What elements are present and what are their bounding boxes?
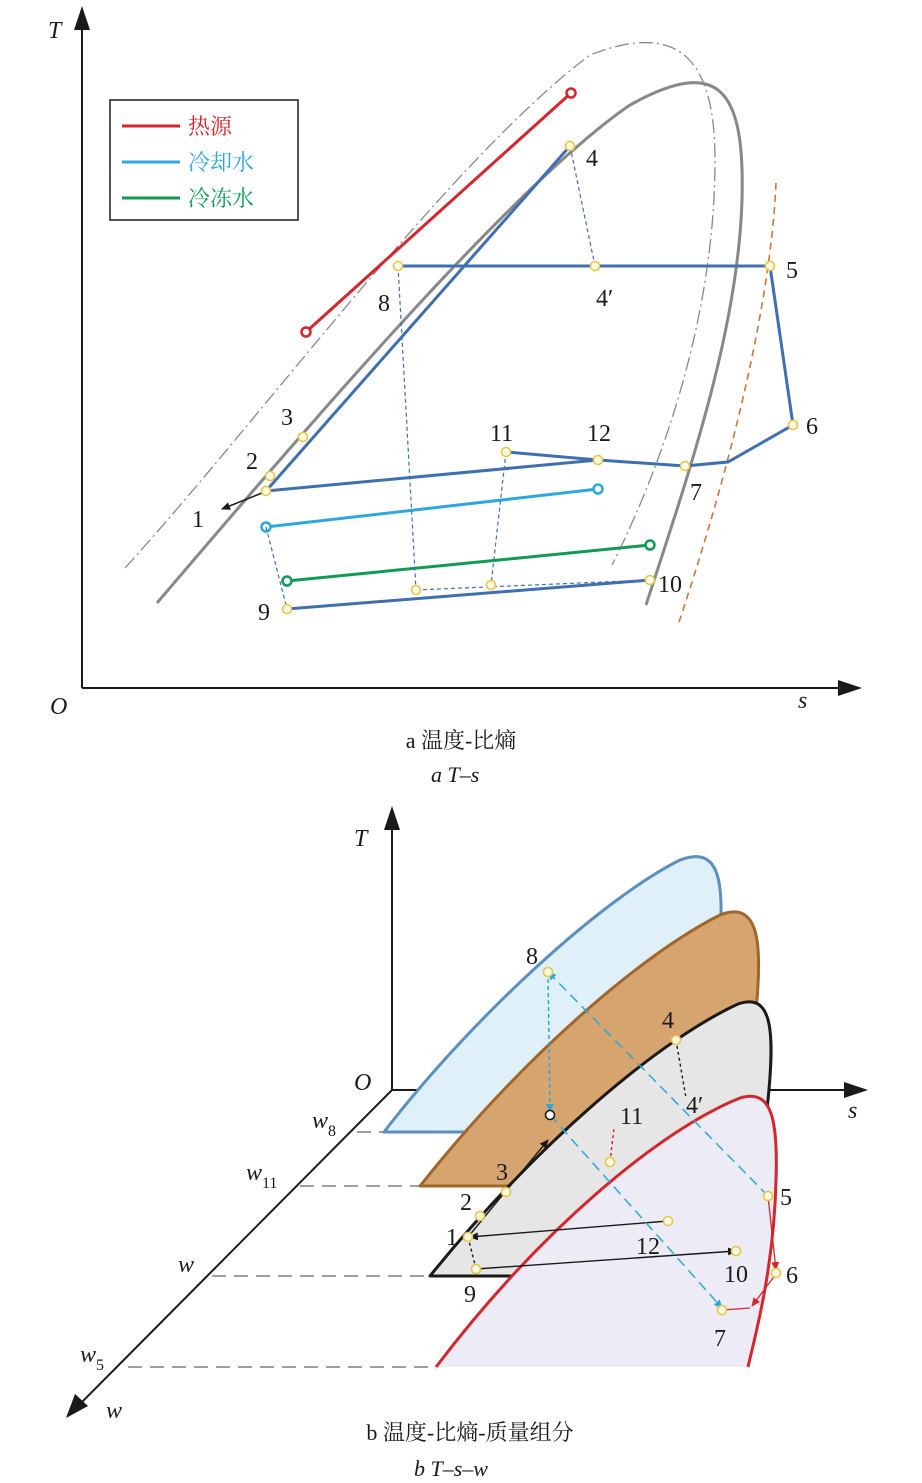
caption-a-chinese: a 温度-比熵: [405, 728, 517, 753]
legend-cooling-label: 冷却水: [188, 150, 255, 175]
label-5: 5: [786, 258, 798, 284]
point-9: [283, 605, 292, 614]
axis-T-arrow-icon-b: [384, 806, 400, 830]
axis-w-line: [80, 1090, 392, 1404]
label-b-11: 11: [620, 1104, 644, 1130]
label-4prime: 4′: [596, 286, 614, 312]
point-b-4: [672, 1036, 681, 1045]
label-b-2: 2: [460, 1190, 472, 1216]
caption-b-chinese: b 温度-比熵-质量组分: [366, 1420, 574, 1445]
dash-11-down: [491, 452, 506, 585]
point-b-10: [732, 1247, 741, 1256]
diagram-b: [66, 806, 868, 1481]
cooling-water-line: [266, 489, 598, 527]
label-2: 2: [246, 449, 258, 475]
chilled-water-start-dot: [283, 577, 292, 586]
chilled-water-end-dot: [646, 541, 655, 550]
point-b-3: [502, 1188, 511, 1197]
point-6: [789, 421, 798, 430]
w11-label: $w_{11}$: [246, 1160, 278, 1192]
label-b-10: 10: [724, 1262, 748, 1288]
point-12: [594, 456, 603, 465]
w-label: w: [178, 1252, 195, 1278]
label-12: 12: [587, 421, 611, 447]
heat-source-end-dot: [567, 89, 576, 98]
label-1: 1: [192, 507, 204, 533]
label-b-1: 1: [446, 1225, 458, 1251]
point-b-12: [664, 1217, 673, 1226]
point-b-8: [544, 968, 553, 977]
label-b-4prime: 4′: [686, 1093, 704, 1119]
cycle-dashed-connectors: [266, 146, 650, 609]
legend-chilled-label: 冷冻水: [188, 186, 255, 211]
point-4: [566, 142, 575, 151]
label-b-7: 7: [714, 1326, 726, 1352]
label-b-3: 3: [496, 1160, 508, 1186]
cycle-line-9-10: [287, 580, 650, 609]
axis-s-label: s: [798, 688, 808, 714]
w5-label: $w_5$: [80, 1342, 105, 1374]
point-aux-a: [412, 586, 421, 595]
label-b-9: 9: [464, 1282, 476, 1308]
legend-heat-label: 热源: [188, 114, 233, 139]
label-b-12: 12: [636, 1234, 660, 1260]
point-7: [681, 462, 690, 471]
point-b-5: [764, 1192, 773, 1201]
legend: [110, 100, 298, 220]
label-b-5: 5: [780, 1185, 792, 1211]
caption-a-latin: a T–s: [431, 762, 480, 787]
label-b-6: 6: [786, 1263, 798, 1289]
origin-label: O: [50, 694, 68, 720]
caption-b-latin: b T–s–w: [414, 1456, 488, 1481]
label-8: 8: [378, 291, 390, 317]
point-4prime: [591, 262, 600, 271]
label-b-4: 4: [662, 1008, 674, 1034]
axis-T-label: T: [48, 18, 62, 44]
point-10: [646, 576, 655, 585]
point-b-1: [464, 1233, 473, 1242]
label-7: 7: [690, 480, 702, 506]
arrow-point-1: [222, 493, 262, 509]
point-5: [766, 262, 775, 271]
point-11: [502, 448, 511, 457]
point-b-7: [718, 1306, 727, 1315]
axis-w-arrow-icon: [66, 1394, 88, 1418]
label-11: 11: [490, 421, 514, 447]
axis-s-label-b: s: [848, 1098, 858, 1124]
label-6: 6: [806, 414, 818, 440]
heat-source-start-dot: [302, 328, 311, 337]
point-2: [266, 472, 275, 481]
axis-T-arrow-icon: [74, 6, 90, 30]
diagram-a: [48, 6, 862, 787]
point-b-2: [476, 1212, 485, 1221]
label-10: 10: [658, 572, 682, 598]
point-1: [262, 487, 271, 496]
label-b-8: 8: [526, 944, 538, 970]
w-labels: [80, 1108, 336, 1374]
dash-left-9: [266, 527, 287, 609]
chilled-water-line: [287, 545, 650, 581]
w8-label: $w_8$: [312, 1108, 337, 1140]
axis-s-arrow-icon: [838, 680, 862, 696]
state-points-a: [262, 142, 798, 614]
point-b-6: [772, 1269, 781, 1278]
point-aux-b: [487, 581, 496, 590]
axis-w-label: w: [106, 1398, 123, 1424]
point-3: [299, 433, 308, 442]
axis-T-label-b: T: [354, 826, 368, 852]
label-3: 3: [281, 405, 293, 431]
cycle-line-1-4: [266, 146, 570, 491]
label-4: 4: [586, 146, 598, 172]
label-9: 9: [258, 600, 270, 626]
point-b-aux: [546, 1111, 555, 1120]
dash-8-down: [398, 266, 416, 590]
origin-label-b: O: [354, 1070, 372, 1096]
point-8: [394, 262, 403, 271]
point-b-11: [606, 1158, 615, 1167]
orange-dashed-curve: [678, 183, 776, 625]
axis-s-arrow-icon-b: [844, 1082, 868, 1098]
cycle-line-1-12: [266, 460, 598, 491]
point-b-9: [472, 1265, 481, 1274]
cooling-water-end-dot: [594, 485, 603, 494]
